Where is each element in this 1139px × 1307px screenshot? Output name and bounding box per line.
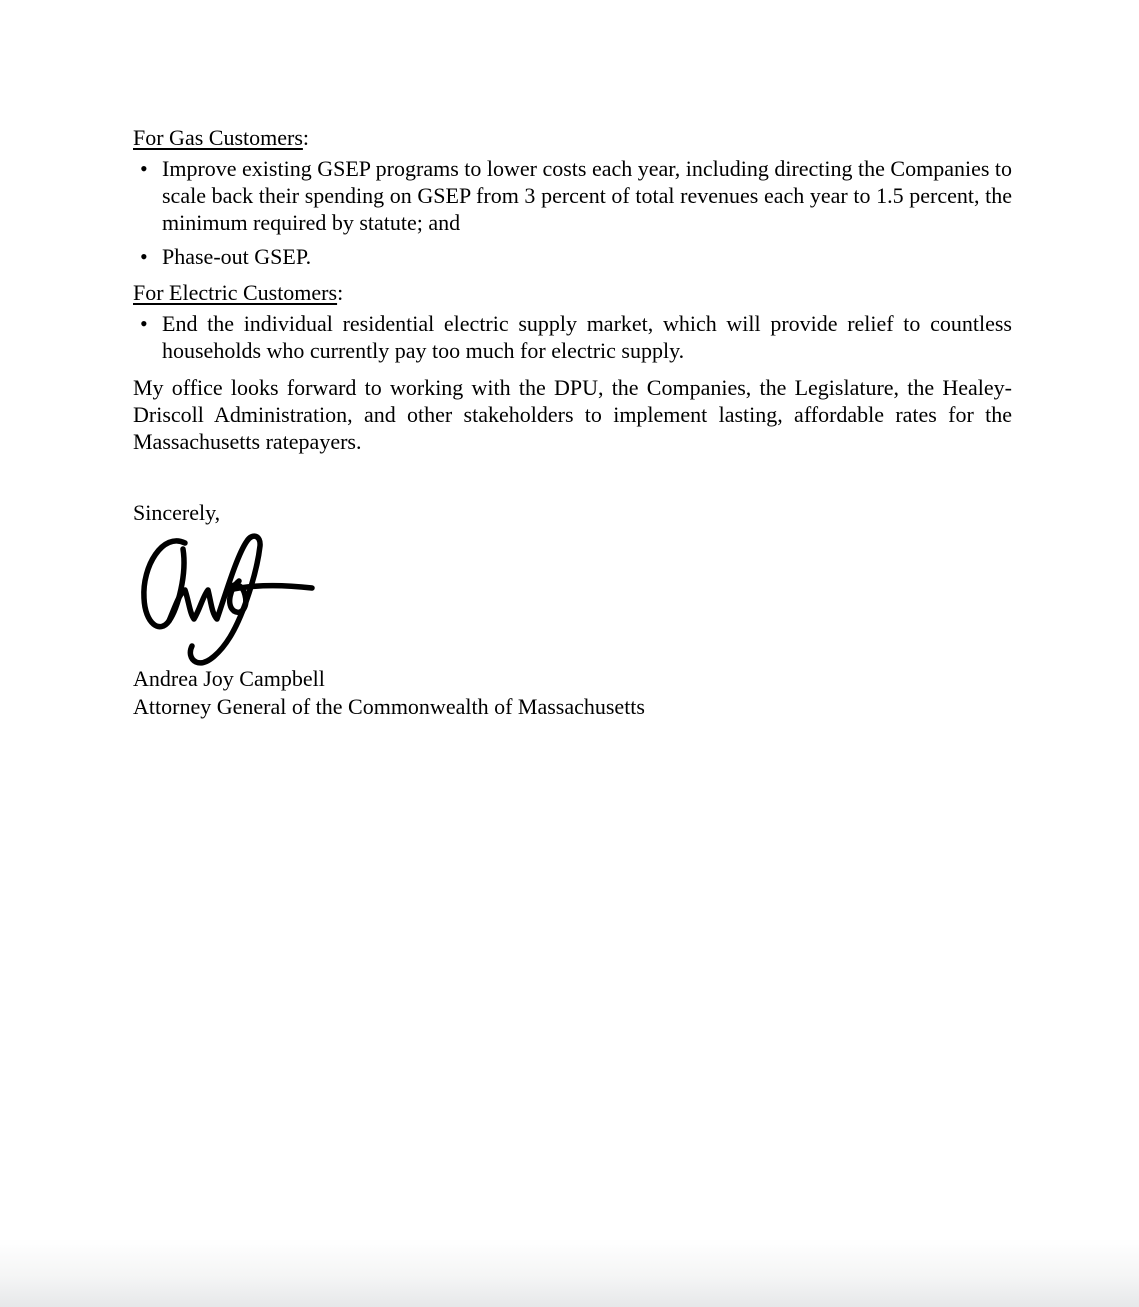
bullet-icon: • [140,244,148,269]
electric-customers-heading [133,279,1012,306]
gas-bullet-phase-out [133,243,1012,270]
electric-customers-heading-text: For Electric Customers [133,280,338,305]
gas-customers-heading-colon: : [302,125,310,150]
bullet-icon: • [140,156,148,181]
electric-bullet-end-supply-market-text: End the individual residential electric supply market, which will provide relief to countless households who currently pay too much for electric supply. [162,311,1012,363]
page-bottom-edge-fade [0,1239,1139,1307]
closing-paragraph: My office looks forward to working with the DPU, the Companies, the Legislature, the Healey-Driscoll Administration, and other stakeholders to implement lasting, affordable rates for the Massachusetts ratepayers. [133,375,1012,454]
signer-name: Andrea Joy Campbell [133,666,325,691]
electric-bullet-end-supply-market [133,310,1012,364]
gas-bullet-improve-gsep [133,155,1012,236]
electric-customers-heading-colon: : [337,280,344,305]
bullet-icon: • [140,311,148,336]
valediction: Sincerely, [133,500,221,525]
gas-bullet-phase-out-text: Phase-out GSEP. [162,244,312,269]
gas-bullet-improve-gsep-text: Improve existing GSEP programs to lower costs each year, including directing the Companies to scale back their spending on GSEP from 3 percent of total revenues each year to 1.5 percent, the minimum required by statute; and [162,156,1013,235]
handwritten-signature-icon [135,528,325,670]
signature-image [135,528,1012,664]
signer-title: Attorney General of the Commonwealth of Massachusetts [133,694,645,719]
letter-content [133,124,1012,720]
gas-customers-heading-text: For Gas Customers [133,125,303,150]
gas-customers-heading [133,124,1012,151]
